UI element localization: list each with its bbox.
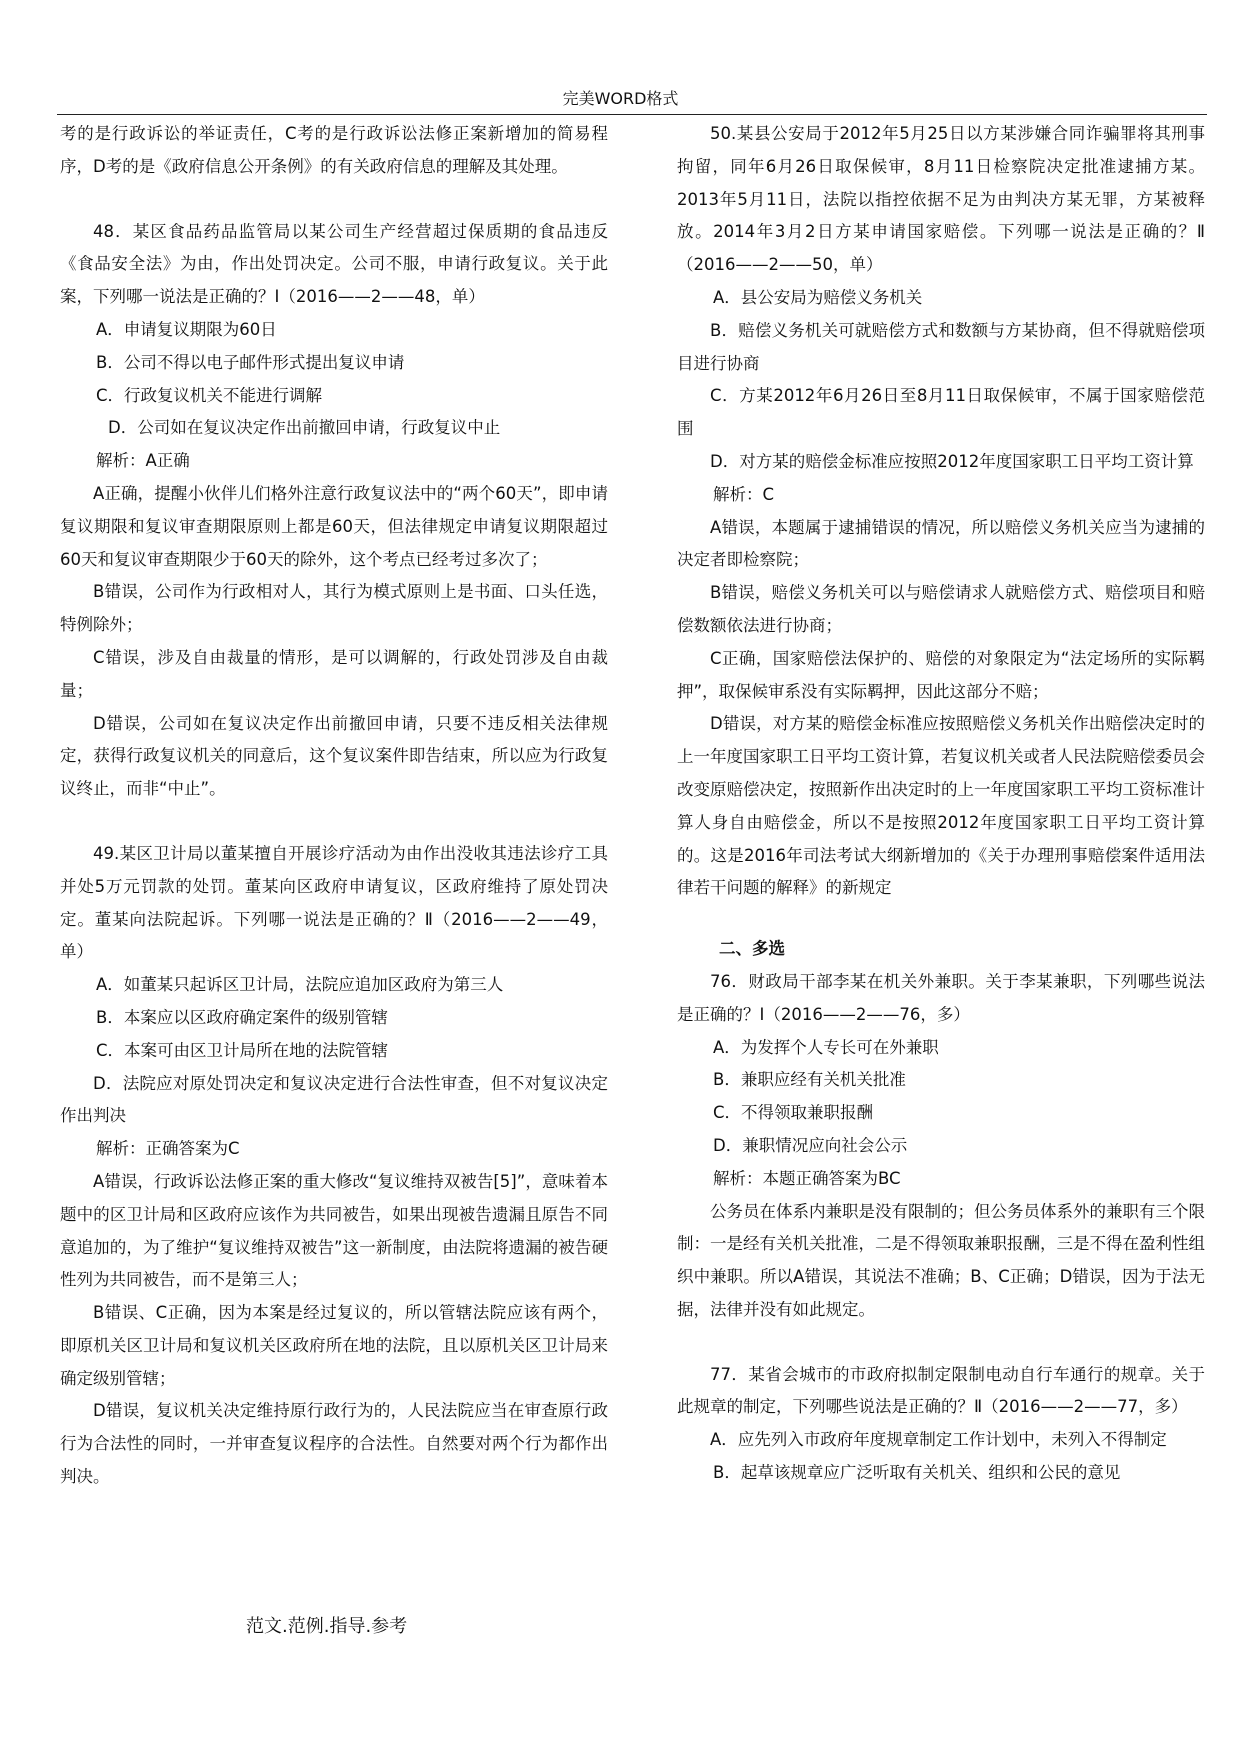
analysis-paragraph: A错误，行政诉讼法修正案的重大修改“复议维持双被告[5]”，意味着本题中的区卫计局和区政府应该作为共同被告，如果出现被告遗漏且原告不同意追加的，为了维护“复议维持双被告”这一新制度，由法院将遗漏的被告硬性列为共同被告，而不是第三人；	[60, 1171, 608, 1290]
analysis-label: 解析：正确答案为C	[96, 1139, 240, 1159]
option-a: A．应先列入市政府年度规章制定工作计划中，未列入不得制定	[710, 1430, 1167, 1450]
right-column	[677, 118, 1205, 1490]
analysis-label: 解析：C	[713, 484, 775, 504]
option-c: C．不得领取兼职报酬	[713, 1103, 874, 1123]
analysis-paragraph: B错误，赔偿义务机关可以与赔偿请求人就赔偿方式、赔偿项目和赔偿数额依法进行协商；	[677, 583, 1205, 635]
question-50: 50.某县公安局于2012年5月25日以方某涉嫌合同诈骗罪将其刑事拘留，同年6月26日取保候审，8月11日检察院决定批准逮捕方某。2013年5月11日，法院以指控依据不足为由判决方某无罪，方某被释放。2014年3月2日方某申请国家赔偿。下列哪一说法是正确的？Ⅱ（2016——2——50，单）	[677, 124, 1205, 275]
page-footer: 范文.范例.指导.参考	[246, 1616, 408, 1637]
option-d: D．对方某的赔偿金标准应按照2012年度国家职工日平均工资计算	[710, 451, 1194, 471]
option-c: C．本案可由区卫计局所在地的法院管辖	[96, 1040, 389, 1060]
question-48: 48．某区食品药品监管局以某公司生产经营超过保质期的食品违反《食品安全法》为由，作出处罚决定。公司不服，申请行政复议。关于此案，下列哪一说法是正确的？Ⅰ（2016——2——48，单）	[60, 221, 608, 307]
analysis-paragraph: 公务员在体系内兼职是没有限制的；但公务员体系外的兼职有三个限制：一是经有关机关批准，二是不得领取兼职报酬，三是不得在盈利性组织中兼职。所以A错误，其说法不准确；B、C正确；D错误，因为于法无据，法律并没有如此规定。	[677, 1201, 1205, 1319]
paragraph: 考的是行政诉讼的举证责任，C考的是行政诉讼法修正案新增加的简易程序，D考的是《政府信息公开条例》的有关政府信息的理解及其处理。	[60, 124, 608, 176]
analysis-paragraph: A正确，提醒小伙伴儿们格外注意行政复议法中的“两个60天”，即申请复议期限和复议审查期限原则上都是60天，但法律规定申请复议期限超过60天和复议审查期限少于60天的除外，这个考点已经考过多次了；	[60, 483, 608, 569]
question-49: 49.某区卫计局以董某擅自开展诊疗活动为由作出没收其违法诊疗工具并处5万元罚款的处罚。董某向区政府申请复议，区政府维持了原处罚决定。董某向法院起诉。下列哪一说法是正确的？Ⅱ（2016——2——49，单）	[60, 843, 608, 962]
option-b: B．兼职应经有关机关批准	[713, 1070, 906, 1090]
analysis-paragraph: B错误，公司作为行政相对人，其行为模式原则上是书面、口头任选，特例除外；	[60, 582, 608, 635]
option-d: D．公司如在复议决定作出前撤回申请，行政复议中止	[108, 418, 501, 438]
analysis-paragraph: B错误、C正确，因为本案是经过复议的，所以管辖法院应该有两个，即原机关区卫计局和复议机关区政府所在地的法院，且以原机关区卫计局来确定级别管辖；	[60, 1303, 608, 1388]
header-rule	[57, 114, 1207, 115]
option-b: B．赔偿义务机关可就赔偿方式和数额与方某协商，但不得就赔偿项目进行协商	[677, 320, 1205, 373]
option-a: A．如董某只起诉区卫计局，法院应追加区政府为第三人	[96, 975, 504, 995]
option-a: A．为发挥个人专长可在外兼职	[713, 1037, 939, 1057]
page-header-title: 完美WORD格式	[562, 89, 679, 108]
option-c: C．行政复议机关不能进行调解	[96, 385, 323, 405]
option-a: A．申请复议期限为60日	[96, 319, 277, 339]
analysis-label: 解析：本题正确答案为BC	[713, 1168, 901, 1188]
option-d: D．兼职情况应向社会公示	[713, 1135, 908, 1155]
analysis-paragraph: C正确，国家赔偿法保护的、赔偿的对象限定为“法定场所的实际羁押”，取保候审系没有实际羁押，因此这部分不赔；	[677, 648, 1205, 701]
analysis-label: 解析：A正确	[96, 451, 190, 471]
analysis-paragraph: A错误，本题属于逮捕错误的情况，所以赔偿义务机关应当为逮捕的决定者即检察院；	[677, 517, 1205, 570]
section-heading: 二、多选	[719, 939, 785, 959]
option-b: B．公司不得以电子邮件形式提出复议申请	[96, 352, 405, 372]
option-c: C．方某2012年6月26日至8月11日取保候审，不属于国家赔偿范围	[677, 386, 1205, 439]
option-d: D．法院应对原处罚决定和复议决定进行合法性审查，但不对复议决定作出判决	[60, 1073, 608, 1126]
analysis-paragraph: C错误，涉及自由裁量的情形，是可以调解的，行政处罚涉及自由裁量；	[60, 647, 608, 700]
analysis-paragraph: D错误，对方某的赔偿金标准应按照赔偿义务机关作出赔偿决定时的上一年度国家职工日平均工资计算，若复议机关或者人民法院赔偿委员会改变原赔偿决定，按照新作出决定时的上一年度国家职工平均工资标准计算人身自由赔偿金，所以不是按照2012年度国家职工日平均工资计算的。这是2016年司法考试大纲新增加的《关于办理刑事赔偿案件适用法律若干问题的解释》的新规定	[677, 714, 1205, 898]
option-b: B．本案应以区政府确定案件的级别管辖	[96, 1007, 388, 1027]
analysis-paragraph: D错误，复议机关决定维持原行政行为的，人民法院应当在审查原行政行为合法性的同时，一并审查复议程序的合法性。自然要对两个行为都作出判决。	[60, 1401, 608, 1487]
left-column	[60, 118, 608, 1494]
question-76: 76．财政局干部李某在机关外兼职。关于李某兼职，下列哪些说法是正确的？Ⅰ（2016——2——76，多）	[677, 971, 1205, 1024]
analysis-paragraph: D错误，公司如在复议决定作出前撤回申请，只要不违反相关法律规定，获得行政复议机关的同意后，这个复议案件即告结束，所以应为行政复议终止，而非“中止”。	[60, 713, 608, 799]
option-a: A．县公安局为赔偿义务机关	[713, 287, 923, 307]
option-b: B．起草该规章应广泛听取有关机关、组织和公民的意见	[713, 1463, 1121, 1483]
question-77: 77．某省会城市的市政府拟制定限制电动自行车通行的规章。关于此规章的制定，下列哪些说法是正确的？Ⅱ（2016——2——77，多）	[677, 1364, 1205, 1417]
